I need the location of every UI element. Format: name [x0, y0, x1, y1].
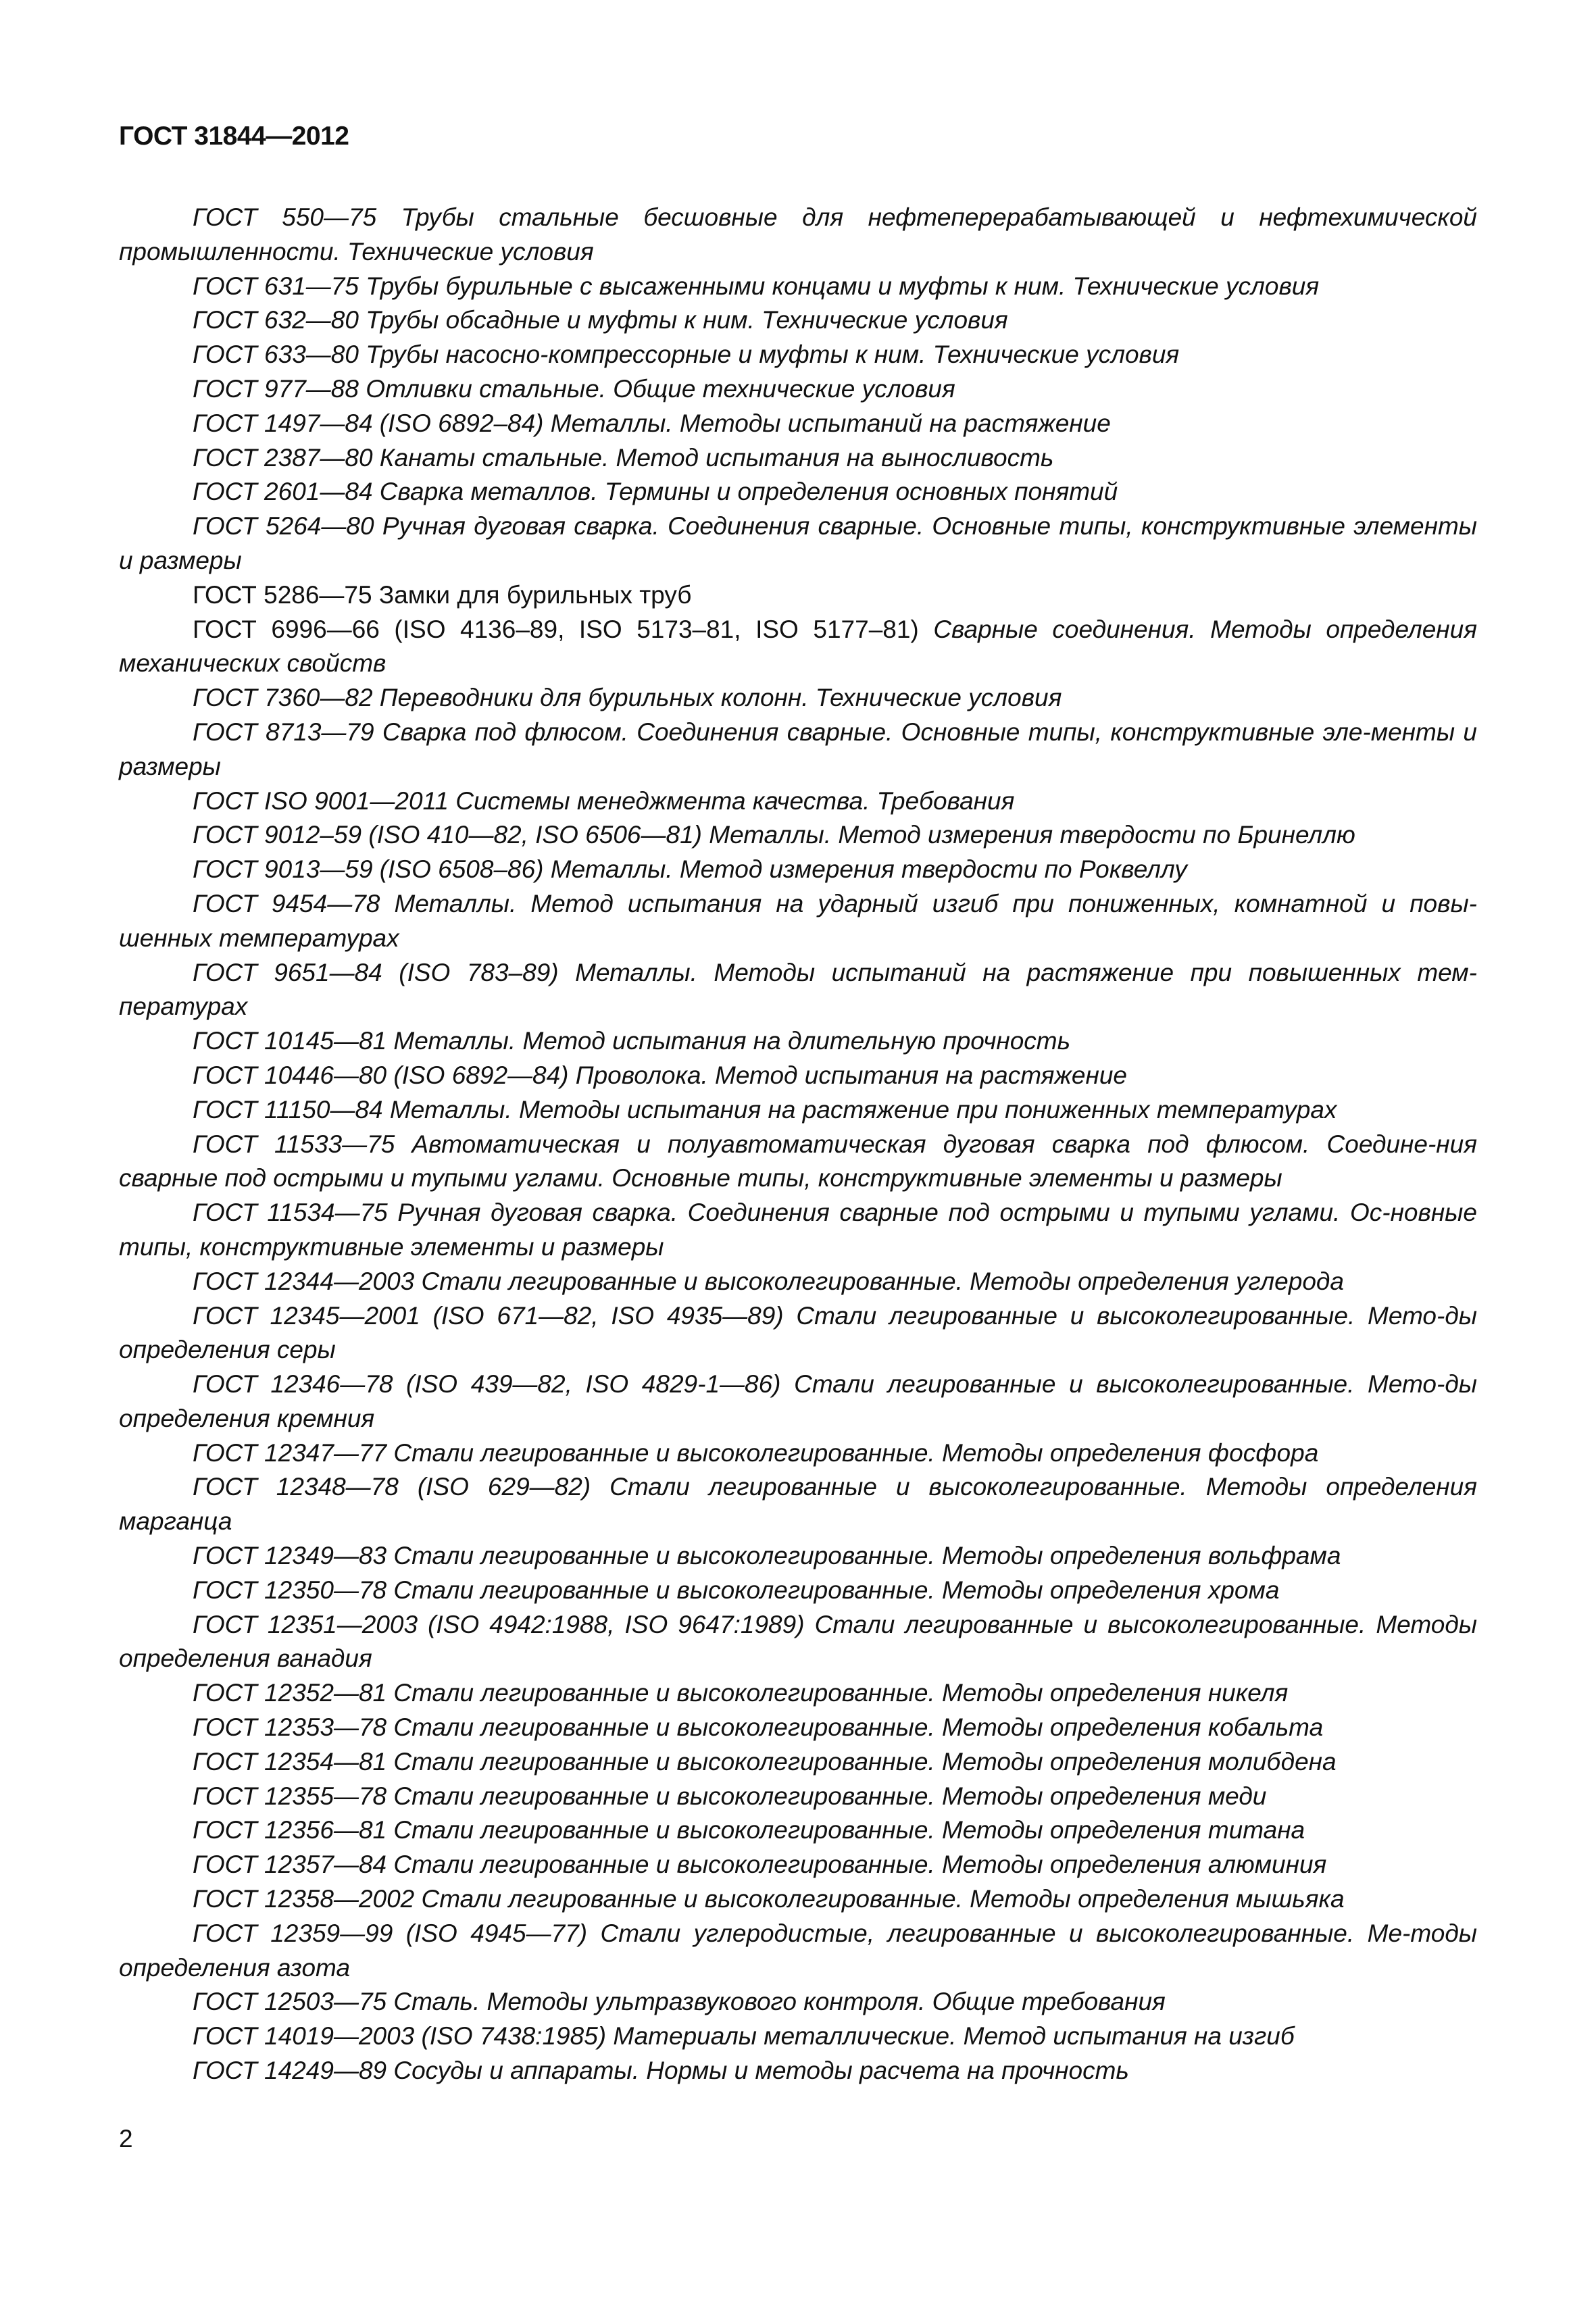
- reference-italic-text: ГОСТ 12347—77 Стали легированные и высоколегированные. Методы определения фосфора: [193, 1438, 1319, 1467]
- reference-italic-text: ГОСТ 11534—75 Ручная дуговая сварка. Соединения сварные под острыми и тупыми углами. Ос-новные типы, конструктивные элементы и размеры: [119, 1199, 1477, 1261]
- reference-italic-text: ГОСТ 12503—75 Сталь. Методы ультразвукового контроля. Общие требования: [193, 1988, 1166, 2016]
- reference-entry: [119, 715, 1477, 784]
- reference-entry: [119, 303, 1477, 338]
- reference-italic-text: ГОСТ 12349—83 Стали легированные и высоколегированные. Методы определения вольфрама: [193, 1542, 1341, 1570]
- reference-entry: [119, 1813, 1477, 1848]
- reference-entry: [119, 1917, 1477, 1986]
- reference-upright-text: ГОСТ 6996—66 (ISO 4136–89, ISO 5173–81, ISO 5177–81): [193, 615, 934, 643]
- page-number: 2: [119, 2125, 133, 2153]
- reference-italic-text: ГОСТ 12355—78 Стали легированные и высоколегированные. Методы определения меди: [193, 1782, 1267, 1810]
- reference-italic-text: ГОСТ ISO 9001—2011 Системы менеджмента качества. Требования: [193, 786, 1015, 815]
- reference-italic-text: Сварные соединения. Методы определения механических свойств: [119, 615, 1477, 678]
- reference-entry: [119, 1436, 1477, 1471]
- reference-entry: [119, 1299, 1477, 1368]
- reference-italic-text: ГОСТ 12357—84 Стали легированные и высоколегированные. Методы определения алюминия: [193, 1851, 1327, 1879]
- reference-entry: [119, 784, 1477, 819]
- reference-italic-text: ГОСТ 12346—78 (ISO 439—82, ISO 4829-1—86) Стали легированные и высоколегированные. Мето-ды определения кремния: [119, 1370, 1477, 1432]
- reference-entry: [119, 1608, 1477, 1677]
- reference-italic-text: ГОСТ 12354—81 Стали легированные и высоколегированные. Методы определения молибдена: [193, 1747, 1337, 1776]
- document-header: ГОСТ 31844—2012: [119, 122, 349, 151]
- reference-italic-text: ГОСТ 631—75 Трубы бурильные с высаженными концами и муфты к ним. Технические условия: [193, 272, 1320, 300]
- reference-italic-text: ГОСТ 11533—75 Автоматическая и полуавтоматическая дуговая сварка под флюсом. Соедине-ния сварные под острыми и тупыми углами. Основные типы, конструктивные элементы и размеры: [119, 1130, 1477, 1192]
- reference-italic-text: ГОСТ 9013—59 (ISO 6508–86) Металлы. Метод измерения твердости по Роквеллу: [193, 855, 1187, 884]
- reference-entry: [119, 1093, 1477, 1128]
- reference-entry: [119, 1265, 1477, 1299]
- reference-entry: [119, 475, 1477, 509]
- reference-entry: [119, 1985, 1477, 2019]
- reference-italic-text: ГОСТ 10145—81 Металлы. Метод испытания на длительную прочность: [193, 1027, 1071, 1055]
- reference-entry: [119, 578, 1477, 613]
- reference-entry: [119, 613, 1477, 682]
- reference-entry: [119, 1367, 1477, 1436]
- reference-italic-text: ГОСТ 12344—2003 Стали легированные и высоколегированные. Методы определения углерода: [193, 1267, 1344, 1295]
- reference-italic-text: ГОСТ 14249—89 Сосуды и аппараты. Нормы и методы расчета на прочность: [193, 2057, 1129, 2085]
- reference-italic-text: ГОСТ 1497—84 (ISO 6892–84) Металлы. Методы испытаний на растяжение: [193, 409, 1111, 437]
- reference-italic-text: ГОСТ 14019—2003 (ISO 7438:1985) Материалы металлические. Метод испытания на изгиб: [193, 2022, 1295, 2051]
- reference-entry: [119, 372, 1477, 407]
- reference-entry: [119, 1128, 1477, 1197]
- reference-entry: [119, 1780, 1477, 1814]
- reference-italic-text: ГОСТ 12356—81 Стали легированные и высоколегированные. Методы определения титана: [193, 1816, 1305, 1844]
- normative-references-list: [119, 201, 1477, 2088]
- reference-italic-text: ГОСТ 12353—78 Стали легированные и высоколегированные. Методы определения кобальта: [193, 1713, 1324, 1742]
- reference-entry: [119, 1676, 1477, 1711]
- reference-entry: [119, 1059, 1477, 1093]
- reference-entry: [119, 338, 1477, 372]
- reference-italic-text: ГОСТ 9454—78 Металлы. Метод испытания на ударный изгиб при пониженных, комнатной и повы-шенных температурах: [119, 889, 1477, 952]
- reference-italic-text: ГОСТ 7360—82 Переводники для бурильных колонн. Технические условия: [193, 684, 1062, 712]
- reference-entry: [119, 887, 1477, 956]
- reference-entry: [119, 818, 1477, 853]
- reference-italic-text: ГОСТ 5264—80 Ручная дуговая сварка. Соединения сварные. Основные типы, конструктивные элементы и размеры: [119, 512, 1477, 574]
- reference-upright-text: ГОСТ 5286—75 Замки для бурильных труб: [193, 580, 692, 609]
- reference-italic-text: ГОСТ 8713—79 Сварка под флюсом. Соединения сварные. Основные типы, конструктивные эле-менты и размеры: [119, 718, 1477, 780]
- reference-italic-text: ГОСТ 11150—84 Металлы. Методы испытания на растяжение при пониженных температурах: [193, 1095, 1337, 1124]
- reference-italic-text: ГОСТ 2387—80 Канаты стальные. Метод испытания на выносливость: [193, 443, 1054, 472]
- reference-italic-text: ГОСТ 12348—78 (ISO 629—82) Стали легированные и высоколегированные. Методы определения марганца: [119, 1473, 1477, 1536]
- reference-entry: [119, 2019, 1477, 2054]
- reference-entry: [119, 681, 1477, 715]
- reference-entry: [119, 853, 1477, 887]
- reference-italic-text: ГОСТ 12350—78 Стали легированные и высоколегированные. Методы определения хрома: [193, 1576, 1280, 1604]
- reference-italic-text: ГОСТ 2601—84 Сварка металлов. Термины и определения основных понятий: [193, 478, 1118, 506]
- reference-entry: [119, 1196, 1477, 1265]
- reference-italic-text: ГОСТ 12351—2003 (ISO 4942:1988, ISO 9647:1989) Стали легированные и высоколегированные. Методы определения ванадия: [119, 1610, 1477, 1673]
- reference-italic-text: ГОСТ 12345—2001 (ISO 671—82, ISO 4935—89) Стали легированные и высоколегированные. Мето-ды определения серы: [119, 1301, 1477, 1364]
- reference-entry: [119, 1024, 1477, 1059]
- reference-italic-text: ГОСТ 12359—99 (ISO 4945—77) Стали углеродистые, легированные и высоколегированные. Ме-тоды определения азота: [119, 1919, 1477, 1982]
- reference-italic-text: ГОСТ 9651—84 (ISO 783–89) Металлы. Методы испытаний на растяжение при повышенных тем-пературах: [119, 958, 1477, 1021]
- reference-entry: [119, 509, 1477, 578]
- reference-entry: [119, 270, 1477, 304]
- reference-italic-text: ГОСТ 12352—81 Стали легированные и высоколегированные. Методы определения никеля: [193, 1679, 1289, 1707]
- reference-italic-text: ГОСТ 632—80 Трубы обсадные и муфты к ним. Технические условия: [193, 306, 1008, 334]
- reference-entry: [119, 1574, 1477, 1608]
- reference-entry: [119, 1848, 1477, 1882]
- reference-italic-text: ГОСТ 12358—2002 Стали легированные и высоколегированные. Методы определения мышьяка: [193, 1885, 1345, 1913]
- reference-italic-text: ГОСТ 633—80 Трубы насосно-компрессорные и муфты к ним. Технические условия: [193, 341, 1180, 369]
- reference-entry: [119, 1745, 1477, 1780]
- reference-entry: [119, 1470, 1477, 1539]
- reference-entry: [119, 407, 1477, 441]
- reference-entry: [119, 2054, 1477, 2088]
- reference-entry: [119, 441, 1477, 476]
- reference-entry: [119, 201, 1477, 270]
- reference-italic-text: ГОСТ 977—88 Отливки стальные. Общие технические условия: [193, 374, 955, 403]
- reference-entry: [119, 1711, 1477, 1745]
- reference-entry: [119, 1539, 1477, 1574]
- reference-entry: [119, 956, 1477, 1025]
- reference-italic-text: ГОСТ 9012–59 (ISO 410—82, ISO 6506—81) Металлы. Метод измерения твердости по Бринеллю: [193, 821, 1355, 849]
- reference-italic-text: ГОСТ 10446—80 (ISO 6892—84) Проволока. Метод испытания на растяжение: [193, 1061, 1127, 1089]
- reference-entry: [119, 1882, 1477, 1917]
- reference-italic-text: ГОСТ 550—75 Трубы стальные бесшовные для нефтеперерабатывающей и нефтехимической промышленности. Технические условия: [119, 203, 1477, 266]
